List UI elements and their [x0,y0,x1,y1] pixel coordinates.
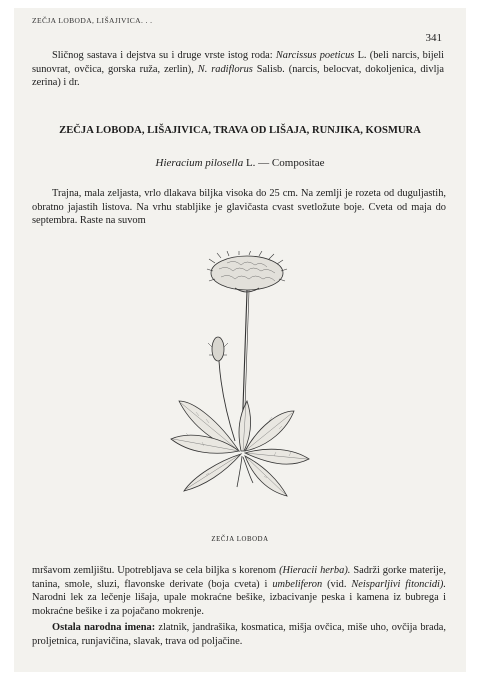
intro-paragraph: Sličnog sastava i dejstva su i druge vrste istog roda: Narcissus poeticus L. (beli narcis, bijeli sunovrat, ovčica, gorska ruža, zerlin), N. radiflorus Salisb. (narcis, belocvat, dokoljenica, divlja zerina) i dr. [32,50,444,89]
folk-names-paragraph: Ostala narodna imena: zlatnik, jandrašika, kosmatica, mišja ovčica, miše uho, ovčija brada, proljetnica, runjavičina, slavak, trava od poljačine. [32,622,446,647]
running-head: ZEČJA LOBODA, LIŠAJIVICA. . . [32,16,153,25]
usage-paragraph: mršavom zemljištu. Upotrebljava se cela biljka s korenom (Hieracii herba). Sadrži gorke materije, tanina, smole, sluzi, flavonske derivate (boja cveta) i umbeliferon (vid. Neisparljivi fitoncidi). Narodni lek za lečenje lišaja, upale mokraćne bešike, izbacivanje peska i kamena iz bubrega i mokraćne bešike i za pojačano mokrenje. [32,565,447,617]
latin-name: Hieracium pilosella L. — Compositae [155,157,325,169]
plant-illustration [149,251,329,509]
book-page [14,8,466,672]
description-paragraph: Trajna, mala zeljasta, vrlo dlakava biljka visoka do 25 cm. Na zemlji je rozeta od duguljastih, obratno jajastih listova. Na vrhu stabljike je glavičasta cvast svetložute boje. Cveta od maja do septembra. Raste na suvom [32,188,446,227]
article-title: ZEČJA LOBODA, LIŠAJIVICA, TRAVA OD LIŠAJA, RUNJIKA, KOSMURA [59,125,421,136]
figure-caption: ZEČJA LOBODA [211,536,269,543]
page-number: 341 [425,32,442,44]
